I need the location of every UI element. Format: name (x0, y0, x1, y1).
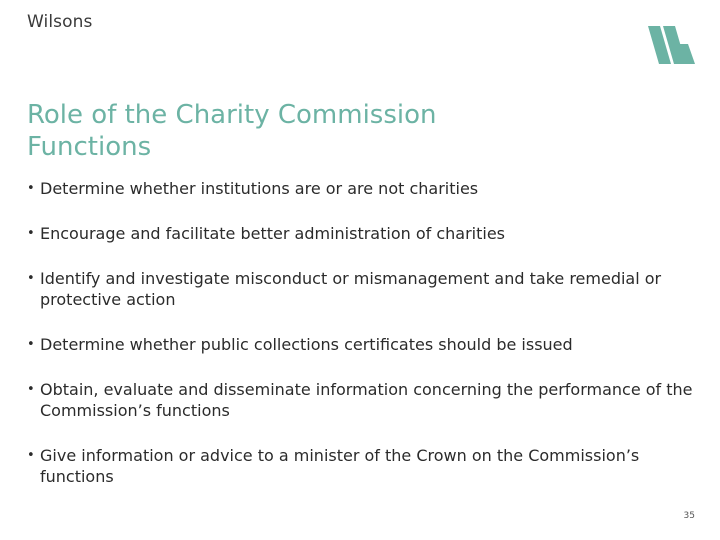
bullet-marker: • (27, 448, 35, 463)
bullet-text: Encourage and facilitate better administration of charities (40, 224, 506, 243)
brand-name: Wilsons (27, 12, 93, 32)
slide-title-line-1: Role of the Charity Commission (27, 100, 437, 130)
wilsons-w-icon (648, 24, 696, 66)
page-number: 35 (683, 511, 695, 521)
bullet-marker: • (27, 337, 35, 352)
bullet-text: Obtain, evaluate and disseminate information concerning the performance of the Commission’s functions (40, 380, 693, 420)
bullet-item (27, 178, 707, 199)
bullet-item (27, 379, 707, 421)
bullet-marker: • (27, 226, 35, 241)
bullet-text: Determine whether public collections certificates should be issued (40, 335, 573, 354)
bullet-item (27, 334, 707, 355)
slide-title-line-2: Functions (27, 132, 152, 162)
bullet-text: Determine whether institutions are or are not charities (40, 179, 479, 198)
bullet-item (27, 445, 707, 487)
bullet-item (27, 268, 707, 310)
bullet-text: Identify and investigate misconduct or mismanagement and take remedial or protective action (40, 269, 662, 309)
bullet-list (27, 178, 707, 511)
bullet-marker: • (27, 181, 35, 196)
slide-title (27, 99, 587, 163)
bullet-text: Give information or advice to a minister of the Crown on the Commission’s functions (40, 446, 640, 486)
bullet-item (27, 223, 707, 244)
bullet-marker: • (27, 382, 35, 397)
bullet-marker: • (27, 271, 35, 286)
